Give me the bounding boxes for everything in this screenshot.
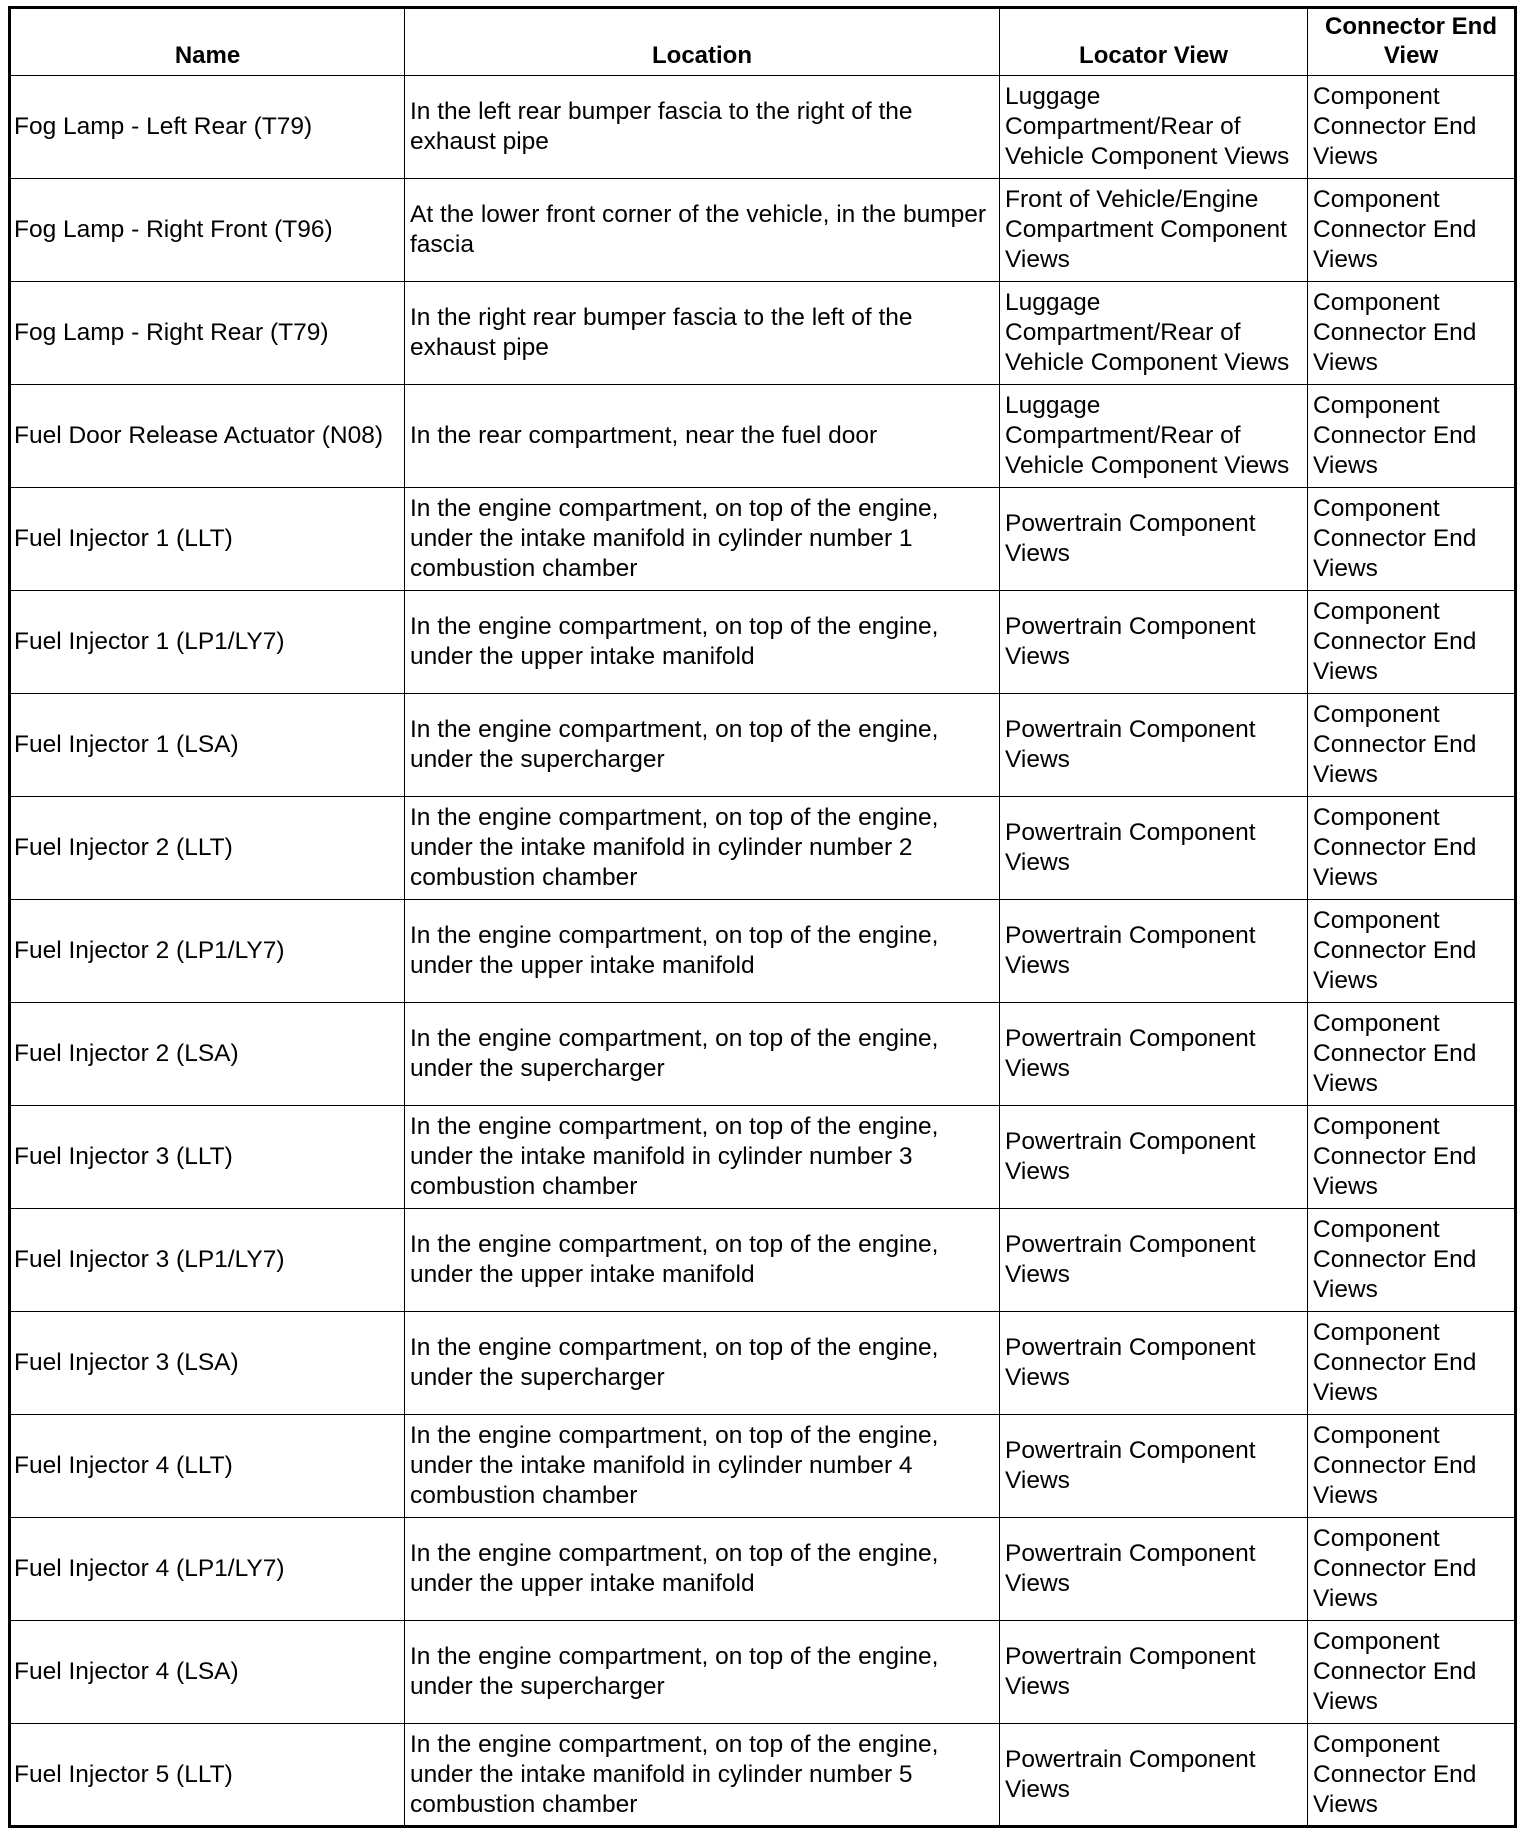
cell-connector-end-view: Component Connector End Views [1308,385,1516,488]
cell-locator-view: Luggage Compartment/Rear of Vehicle Component Views [1000,282,1308,385]
cell-name: Fuel Injector 1 (LLT) [10,488,405,591]
cell-locator-view: Powertrain Component Views [1000,1415,1308,1518]
cell-connector-end-view: Component Connector End Views [1308,797,1516,900]
cell-location: In the engine compartment, on top of the engine, under the supercharger [405,694,1000,797]
cell-connector-end-view: Component Connector End Views [1308,591,1516,694]
component-locator-table [8,6,1517,1828]
cell-locator-view: Powertrain Component Views [1000,488,1308,591]
table-row [10,179,1516,282]
cell-connector-end-view: Component Connector End Views [1308,1003,1516,1106]
cell-connector-end-view: Component Connector End Views [1308,1106,1516,1209]
table-body [10,76,1516,1827]
cell-location: In the engine compartment, on top of the engine, under the intake manifold in cylinder number 1 combustion chamber [405,488,1000,591]
table-row [10,797,1516,900]
cell-locator-view: Powertrain Component Views [1000,1003,1308,1106]
table-row [10,1003,1516,1106]
cell-locator-view: Powertrain Component Views [1000,900,1308,1003]
cell-name: Fuel Injector 3 (LSA) [10,1312,405,1415]
cell-location: In the engine compartment, on top of the engine, under the intake manifold in cylinder number 3 combustion chamber [405,1106,1000,1209]
cell-connector-end-view: Component Connector End Views [1308,900,1516,1003]
table-row [10,282,1516,385]
cell-locator-view: Powertrain Component Views [1000,1106,1308,1209]
cell-connector-end-view: Component Connector End Views [1308,76,1516,179]
table-row [10,591,1516,694]
cell-connector-end-view: Component Connector End Views [1308,694,1516,797]
cell-location: In the engine compartment, on top of the engine, under the intake manifold in cylinder number 2 combustion chamber [405,797,1000,900]
cell-connector-end-view: Component Connector End Views [1308,488,1516,591]
cell-name: Fog Lamp - Left Rear (T79) [10,76,405,179]
header-connector-end-view: Connector End View [1308,8,1516,76]
cell-name: Fog Lamp - Right Front (T96) [10,179,405,282]
cell-location: In the right rear bumper fascia to the left of the exhaust pipe [405,282,1000,385]
cell-locator-view: Powertrain Component Views [1000,591,1308,694]
cell-name: Fuel Injector 3 (LP1/LY7) [10,1209,405,1312]
cell-name: Fuel Injector 2 (LSA) [10,1003,405,1106]
cell-connector-end-view: Component Connector End Views [1308,1209,1516,1312]
table-row [10,76,1516,179]
cell-locator-view: Powertrain Component Views [1000,797,1308,900]
cell-name: Fuel Door Release Actuator (N08) [10,385,405,488]
table-row [10,1621,1516,1724]
cell-name: Fuel Injector 5 (LLT) [10,1724,405,1827]
header-locator-view: Locator View [1000,8,1308,76]
cell-connector-end-view: Component Connector End Views [1308,1518,1516,1621]
cell-name: Fuel Injector 1 (LP1/LY7) [10,591,405,694]
cell-location: In the left rear bumper fascia to the right of the exhaust pipe [405,76,1000,179]
cell-location: In the engine compartment, on top of the engine, under the upper intake manifold [405,1209,1000,1312]
cell-locator-view: Powertrain Component Views [1000,694,1308,797]
table-row [10,694,1516,797]
cell-locator-view: Luggage Compartment/Rear of Vehicle Component Views [1000,385,1308,488]
cell-location: In the engine compartment, on top of the engine, under the supercharger [405,1312,1000,1415]
header-row [10,8,1516,76]
cell-name: Fuel Injector 4 (LP1/LY7) [10,1518,405,1621]
table-row [10,1312,1516,1415]
cell-location: In the engine compartment, on top of the engine, under the supercharger [405,1621,1000,1724]
table-row [10,1106,1516,1209]
cell-location: In the engine compartment, on top of the engine, under the upper intake manifold [405,591,1000,694]
cell-location: In the engine compartment, on top of the engine, under the supercharger [405,1003,1000,1106]
table-row [10,385,1516,488]
cell-locator-view: Powertrain Component Views [1000,1518,1308,1621]
cell-name: Fuel Injector 2 (LP1/LY7) [10,900,405,1003]
cell-locator-view: Front of Vehicle/Engine Compartment Component Views [1000,179,1308,282]
cell-locator-view: Powertrain Component Views [1000,1312,1308,1415]
cell-location: In the engine compartment, on top of the engine, under the intake manifold in cylinder number 5 combustion chamber [405,1724,1000,1827]
table-header [10,8,1516,76]
header-location: Location [405,8,1000,76]
cell-name: Fuel Injector 4 (LLT) [10,1415,405,1518]
cell-connector-end-view: Component Connector End Views [1308,179,1516,282]
header-name: Name [10,8,405,76]
component-locator-table-wrapper [8,6,1514,1828]
cell-connector-end-view: Component Connector End Views [1308,282,1516,385]
cell-name: Fog Lamp - Right Rear (T79) [10,282,405,385]
table-row [10,1415,1516,1518]
table-row [10,900,1516,1003]
table-row [10,1724,1516,1827]
cell-locator-view: Powertrain Component Views [1000,1724,1308,1827]
table-row [10,1518,1516,1621]
table-row [10,488,1516,591]
cell-name: Fuel Injector 2 (LLT) [10,797,405,900]
cell-connector-end-view: Component Connector End Views [1308,1312,1516,1415]
cell-connector-end-view: Component Connector End Views [1308,1415,1516,1518]
cell-location: At the lower front corner of the vehicle, in the bumper fascia [405,179,1000,282]
cell-locator-view: Powertrain Component Views [1000,1209,1308,1312]
cell-location: In the rear compartment, near the fuel door [405,385,1000,488]
cell-name: Fuel Injector 1 (LSA) [10,694,405,797]
cell-location: In the engine compartment, on top of the engine, under the intake manifold in cylinder number 4 combustion chamber [405,1415,1000,1518]
cell-name: Fuel Injector 3 (LLT) [10,1106,405,1209]
cell-connector-end-view: Component Connector End Views [1308,1724,1516,1827]
cell-locator-view: Powertrain Component Views [1000,1621,1308,1724]
cell-locator-view: Luggage Compartment/Rear of Vehicle Component Views [1000,76,1308,179]
cell-connector-end-view: Component Connector End Views [1308,1621,1516,1724]
cell-name: Fuel Injector 4 (LSA) [10,1621,405,1724]
cell-location: In the engine compartment, on top of the engine, under the upper intake manifold [405,1518,1000,1621]
cell-location: In the engine compartment, on top of the engine, under the upper intake manifold [405,900,1000,1003]
table-row [10,1209,1516,1312]
